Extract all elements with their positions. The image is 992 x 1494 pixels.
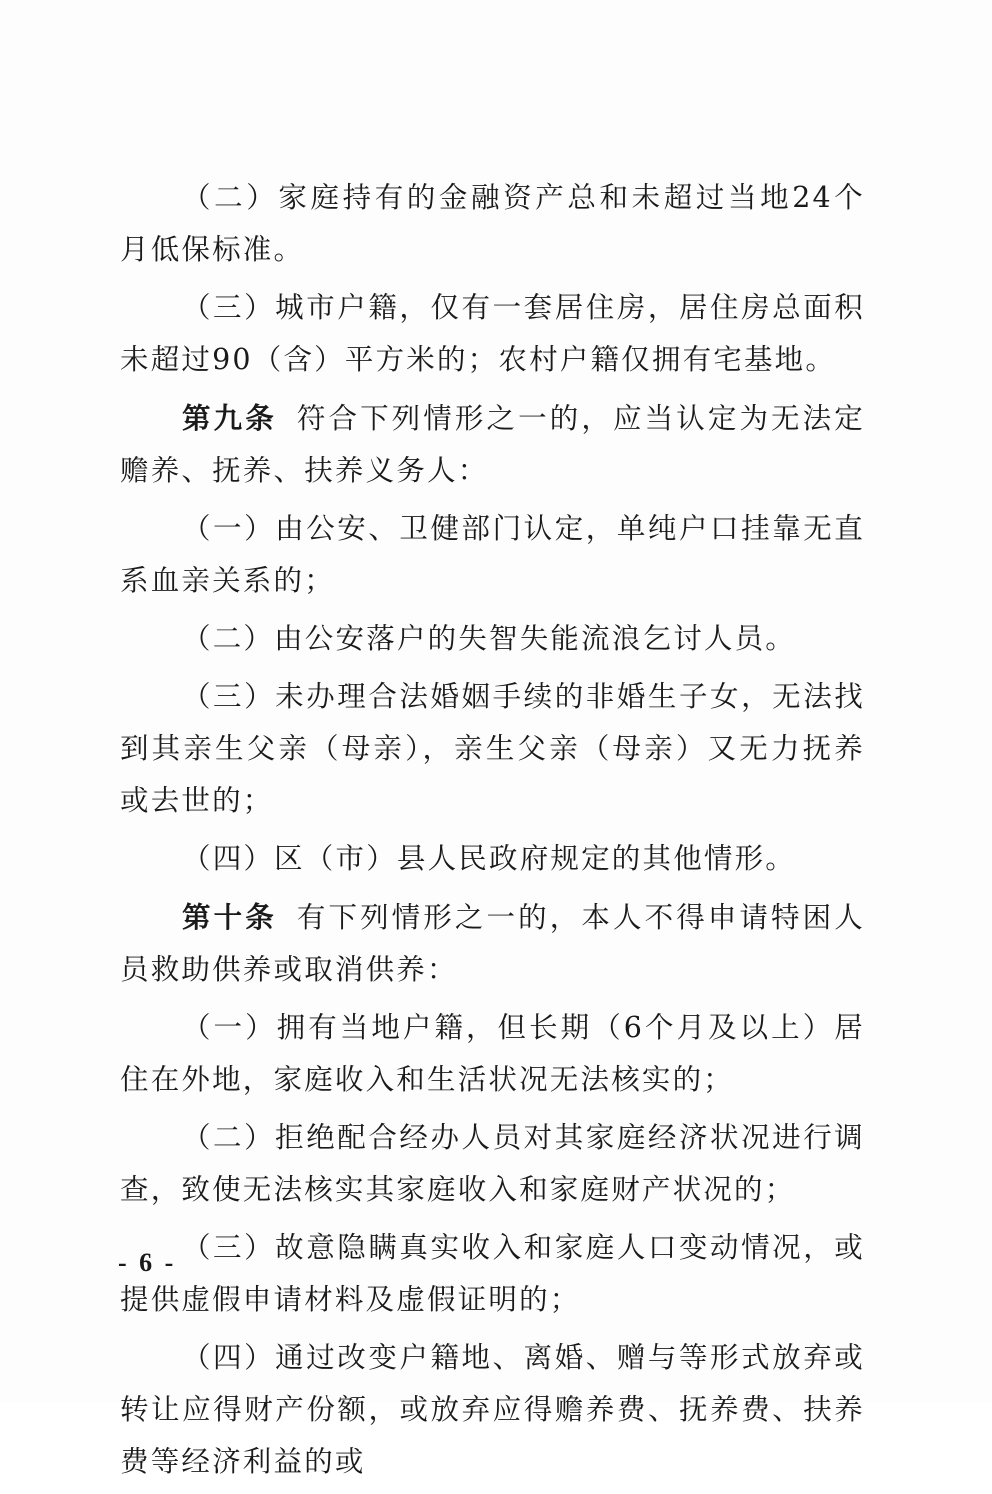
page-number: - 6 - — [118, 1248, 177, 1277]
paragraph — [120, 503, 865, 607]
paragraph — [120, 671, 865, 827]
paragraph-text: （四）区（市）县人民政府规定的其他情形。 — [182, 842, 797, 875]
paragraph-text: （四）通过改变户籍地、离婚、赠与等形式放弃或转让应得财产份额，或放弃应得赡养费、抚养费、扶养费等经济利益的或 — [120, 1341, 865, 1478]
paragraph — [120, 1332, 865, 1488]
paragraph-text: （一）由公安、卫健部门认定，单纯户口挂靠无直系血亲关系的； — [120, 512, 865, 597]
paragraph-text: （二）由公安落户的失智失能流浪乞讨人员。 — [182, 622, 797, 655]
paragraph-text: （二）拒绝配合经办人员对其家庭经济状况进行调查，致使无法核实其家庭收入和家庭财产状况的； — [120, 1121, 865, 1206]
paragraph — [120, 1112, 865, 1216]
document-body — [120, 172, 865, 1494]
paragraph-text: 有下列情形之一的，本人不得申请特困人员救助供养或取消供养： — [120, 901, 865, 986]
paragraph — [120, 833, 865, 885]
paragraph-text: （二）家庭持有的金融资产总和未超过当地24个月低保标准。 — [120, 181, 865, 266]
paragraph — [120, 613, 865, 665]
paragraph — [120, 282, 865, 386]
paragraph-text: （三）城市户籍，仅有一套居住房，居住房总面积未超过90（含）平方米的；农村户籍仅拥有宅基地。 — [120, 291, 865, 376]
paragraph — [120, 172, 865, 276]
paragraph-text: （三）未办理合法婚姻手续的非婚生子女，无法找到其亲生父亲（母亲），亲生父亲（母亲）又无力抚养或去世的； — [120, 680, 865, 817]
paragraph-text: （三）故意隐瞒真实收入和家庭人口变动情况，或提供虚假申请材料及虚假证明的； — [120, 1231, 865, 1316]
article-heading: 第九条 — [182, 401, 277, 435]
paragraph — [120, 891, 865, 996]
article-heading: 第十条 — [182, 900, 277, 934]
paragraph — [120, 1222, 865, 1326]
paragraph — [120, 1002, 865, 1106]
paragraph-text: 符合下列情形之一的，应当认定为无法定赡养、抚养、扶养义务人： — [120, 402, 865, 487]
paragraph-text: （一）拥有当地户籍，但长期（6个月及以上）居住在外地，家庭收入和生活状况无法核实的； — [120, 1011, 865, 1096]
paragraph — [120, 392, 865, 497]
